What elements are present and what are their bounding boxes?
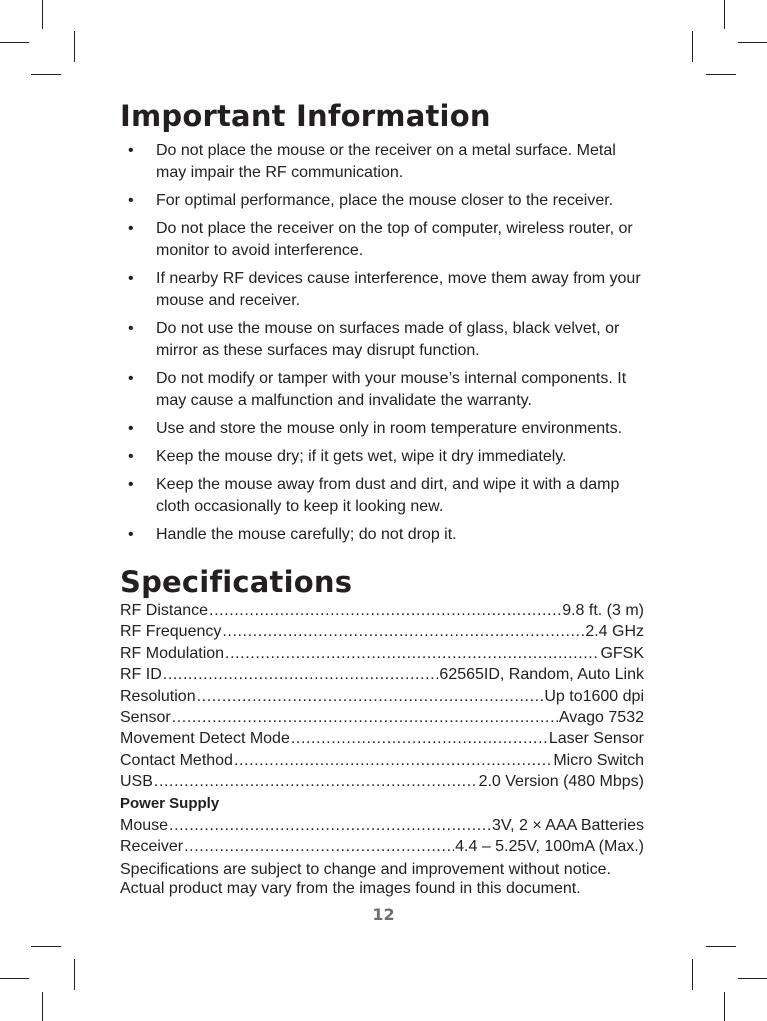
- spec-value: 2.0 Version (480 Mbps): [478, 773, 644, 791]
- spec-value: 2.4 GHz: [585, 623, 644, 641]
- bullet-icon: •: [128, 270, 134, 287]
- crop-mark: [74, 31, 75, 62]
- crop-mark: [31, 946, 61, 947]
- crop-mark: [42, 0, 43, 29]
- crop-mark: [738, 42, 767, 43]
- spec-row: [120, 707, 644, 728]
- important-information-heading: Important Information: [120, 99, 491, 133]
- spec-label: Movement Detect Mode: [120, 730, 290, 748]
- crop-mark: [706, 946, 736, 947]
- spec-value: GFSK: [600, 644, 644, 662]
- spec-value: Micro Switch: [553, 751, 644, 769]
- spec-row: [120, 750, 644, 771]
- bullet-icon: •: [128, 220, 134, 237]
- important-information-list: [120, 140, 644, 546]
- dot-leader: [222, 621, 584, 642]
- list-item: [120, 446, 644, 468]
- list-item: [120, 140, 644, 184]
- specifications-heading: Specifications: [120, 565, 353, 599]
- spec-row: [120, 600, 644, 621]
- spec-value: 62565ID, Random, Auto Link: [439, 666, 644, 684]
- spec-row: [120, 664, 644, 685]
- list-item: [120, 524, 644, 546]
- list-item-text: Keep the mouse away from dust and dirt, and wipe it with a damp cloth occasionally to keep it looking new.: [156, 476, 620, 515]
- spec-row: [120, 643, 644, 664]
- spec-value: Up to1600 dpi: [544, 687, 644, 705]
- crop-mark: [42, 992, 43, 1021]
- list-item: [120, 418, 644, 440]
- bullet-icon: •: [128, 370, 134, 387]
- spec-label: Mouse: [120, 816, 169, 834]
- spec-row: [120, 728, 644, 749]
- list-item-text: Keep the mouse dry; if it gets wet, wipe it dry immediately.: [156, 448, 567, 465]
- spec-value: Avago 7532: [558, 709, 644, 727]
- list-item-text: Do not place the mouse or the receiver on a metal surface. Metal may impair the RF communication.: [156, 142, 616, 181]
- spec-row: [120, 621, 644, 642]
- crop-mark: [738, 978, 767, 979]
- spec-label: Resolution: [120, 687, 196, 705]
- list-item: [120, 474, 644, 518]
- spec-row: [120, 815, 644, 836]
- list-item-text: Use and store the mouse only in room temperature environments.: [156, 420, 623, 437]
- dot-leader: [154, 771, 478, 792]
- list-item: [120, 318, 644, 362]
- list-item-text: Do not place the receiver on the top of computer, wireless router, or monitor to avoid interference.: [156, 220, 633, 259]
- power-supply-subheading: Power Supply: [120, 794, 220, 812]
- list-item: [120, 218, 644, 262]
- spec-label: Receiver: [120, 838, 184, 856]
- crop-mark: [724, 0, 725, 29]
- list-item: [120, 268, 644, 312]
- spec-label: Sensor: [120, 709, 171, 727]
- list-item: [120, 190, 644, 212]
- list-item-text: For optimal performance, place the mouse closer to the receiver.: [156, 192, 614, 209]
- spec-value: 3V, 2 × AAA Batteries: [492, 816, 644, 834]
- dot-leader: [172, 707, 558, 728]
- bullet-icon: •: [128, 192, 134, 209]
- dot-leader: [234, 750, 552, 771]
- dot-leader: [225, 643, 599, 664]
- crop-mark: [74, 959, 75, 990]
- page-content: [120, 98, 644, 898]
- bullet-icon: •: [128, 420, 134, 437]
- spec-row: [120, 686, 644, 707]
- crop-mark: [692, 31, 693, 62]
- list-item-text: Do not use the mouse on surfaces made of glass, black velvet, or mirror as these surfaces may disrupt function.: [156, 320, 620, 359]
- bullet-icon: •: [128, 448, 134, 465]
- dot-leader: [291, 728, 548, 749]
- spec-row: [120, 836, 644, 857]
- spec-value: 9.8 ft. (3 m): [562, 602, 644, 619]
- dot-leader: [197, 686, 544, 707]
- spec-label: Contact Method: [120, 751, 233, 769]
- bullet-icon: •: [128, 142, 134, 159]
- dot-leader: [163, 664, 439, 685]
- list-item: [120, 368, 644, 412]
- crop-mark: [31, 74, 61, 75]
- spec-label: RF Frequency: [120, 623, 222, 641]
- list-item-text: If nearby RF devices cause interference, move them away from your mouse and receiver.: [156, 270, 641, 309]
- dot-leader: [209, 600, 561, 621]
- spec-row: [120, 771, 644, 792]
- crop-mark: [692, 959, 693, 990]
- bullet-icon: •: [128, 320, 134, 337]
- spec-label: RF Distance: [120, 602, 209, 619]
- dot-leader: [184, 836, 454, 857]
- list-item-text: Handle the mouse carefully; do not drop it.: [156, 526, 457, 543]
- specifications-footnote: Specifications are subject to change and improvement without notice. Actual product may vary from the images found in this document.: [120, 861, 611, 898]
- spec-label: RF Modulation: [120, 644, 225, 662]
- spec-value: Laser Sensor: [548, 730, 644, 748]
- list-item-text: Do not modify or tamper with your mouse’s internal components. It may cause a malfunction and invalidate the warranty.: [156, 370, 627, 409]
- bullet-icon: •: [128, 526, 134, 543]
- spec-label: USB: [120, 773, 153, 791]
- page-number: 12: [372, 905, 395, 924]
- spec-value: 4.4 – 5.25V, 100mA (Max.): [455, 838, 644, 856]
- spec-label: RF ID: [120, 666, 162, 684]
- crop-mark: [0, 978, 29, 979]
- crop-mark: [706, 74, 736, 75]
- dot-leader: [169, 815, 491, 836]
- crop-mark: [724, 992, 725, 1021]
- crop-mark: [0, 42, 29, 43]
- specifications-table: [120, 600, 644, 857]
- bullet-icon: •: [128, 476, 134, 493]
